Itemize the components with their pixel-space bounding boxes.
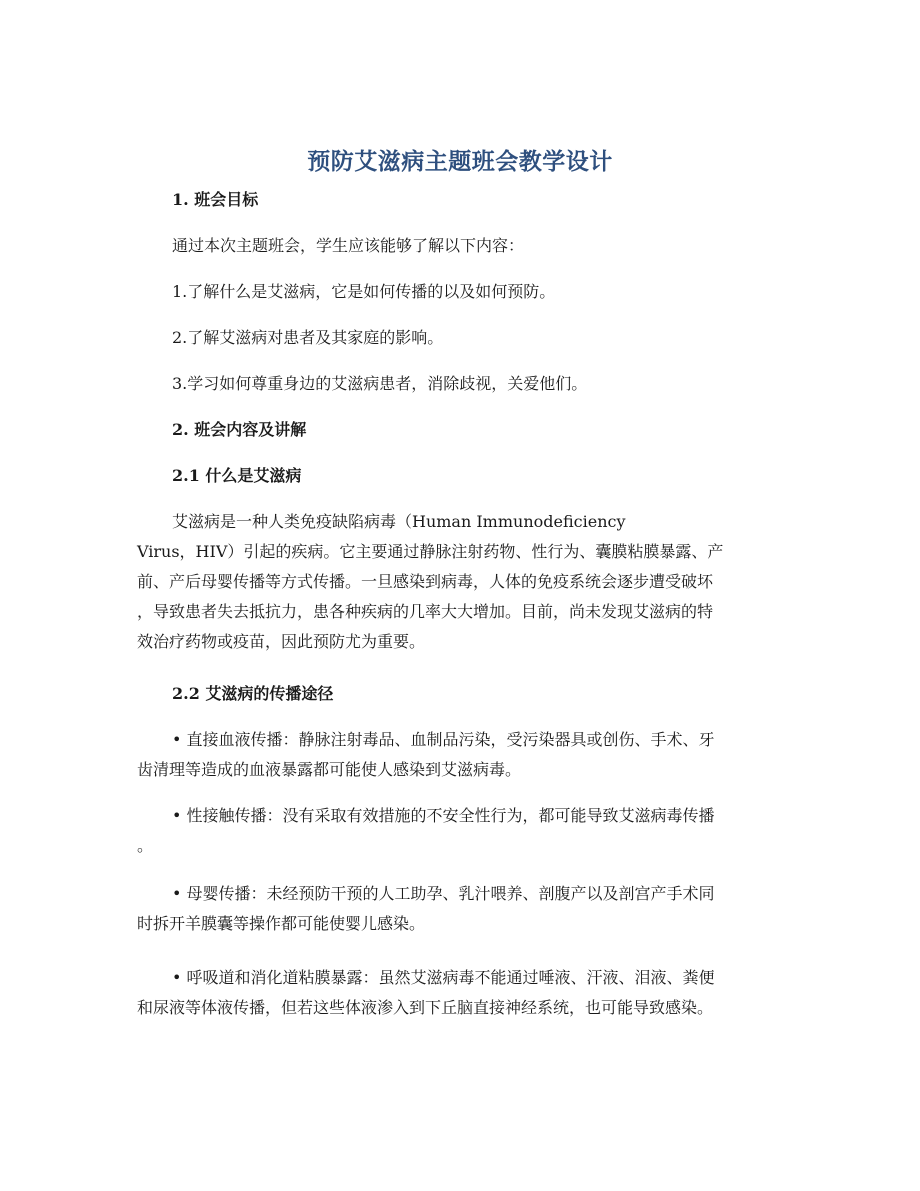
subsection-heading-what-is-aids: 2.1 什么是艾滋病 <box>172 466 302 485</box>
goal-item: 3.学习如何尊重身边的艾滋病患者，消除歧视，关爱他们。 <box>172 374 588 393</box>
bullet-line: 。 <box>137 836 154 855</box>
paragraph-line: 前、产后母婴传播等方式传播。一旦感染到病毒，人体的免疫系统会逐步遭受破坏 <box>137 572 714 591</box>
document-title: 预防艾滋病主题班会教学设计 <box>307 148 613 175</box>
section-heading-goals: 1. 班会目标 <box>172 190 259 209</box>
bullet-line: • 直接血液传播：静脉注射毒品、血制品污染，受污染器具或创伤、手术、牙 <box>172 730 715 749</box>
bullet-line: 齿清理等造成的血液暴露都可能使人感染到艾滋病毒。 <box>137 760 522 779</box>
goals-intro: 通过本次主题班会，学生应该能够了解以下内容： <box>172 236 525 255</box>
section-heading-content: 2. 班会内容及讲解 <box>172 420 307 439</box>
bullet-line: • 性接触传播：没有采取有效措施的不安全性行为，都可能导致艾滋病毒传播 <box>172 806 715 825</box>
paragraph-line: ，导致患者失去抵抗力，患各种疾病的几率大大增加。目前，尚未发现艾滋病的特 <box>137 602 714 621</box>
paragraph-line: Virus，HIV）引起的疾病。它主要通过静脉注射药物、性行为、囊膜粘膜暴露、产 <box>137 542 724 561</box>
bullet-line: • 呼吸道和消化道粘膜暴露：虽然艾滋病毒不能通过唾液、汗液、泪液、粪便 <box>172 968 715 987</box>
goal-item: 1.了解什么是艾滋病，它是如何传播的以及如何预防。 <box>172 282 556 301</box>
bullet-line: • 母婴传播：未经预防干预的人工助孕、乳汁喂养、剖腹产以及剖宫产手术同 <box>172 884 715 903</box>
paragraph-line: 效治疗药物或疫苗，因此预防尤为重要。 <box>137 632 426 651</box>
bullet-line: 和尿液等体液传播，但若这些体液渗入到下丘脑直接神经系统，也可能导致感染。 <box>137 998 714 1017</box>
subsection-heading-transmission: 2.2 艾滋病的传播途径 <box>172 684 334 703</box>
goal-item: 2.了解艾滋病对患者及其家庭的影响。 <box>172 328 444 347</box>
paragraph-line: 艾滋病是一种人类免疫缺陷病毒（Human Immunodeficiency <box>172 512 626 531</box>
bullet-line: 时拆开羊膜囊等操作都可能使婴儿感染。 <box>137 914 426 933</box>
